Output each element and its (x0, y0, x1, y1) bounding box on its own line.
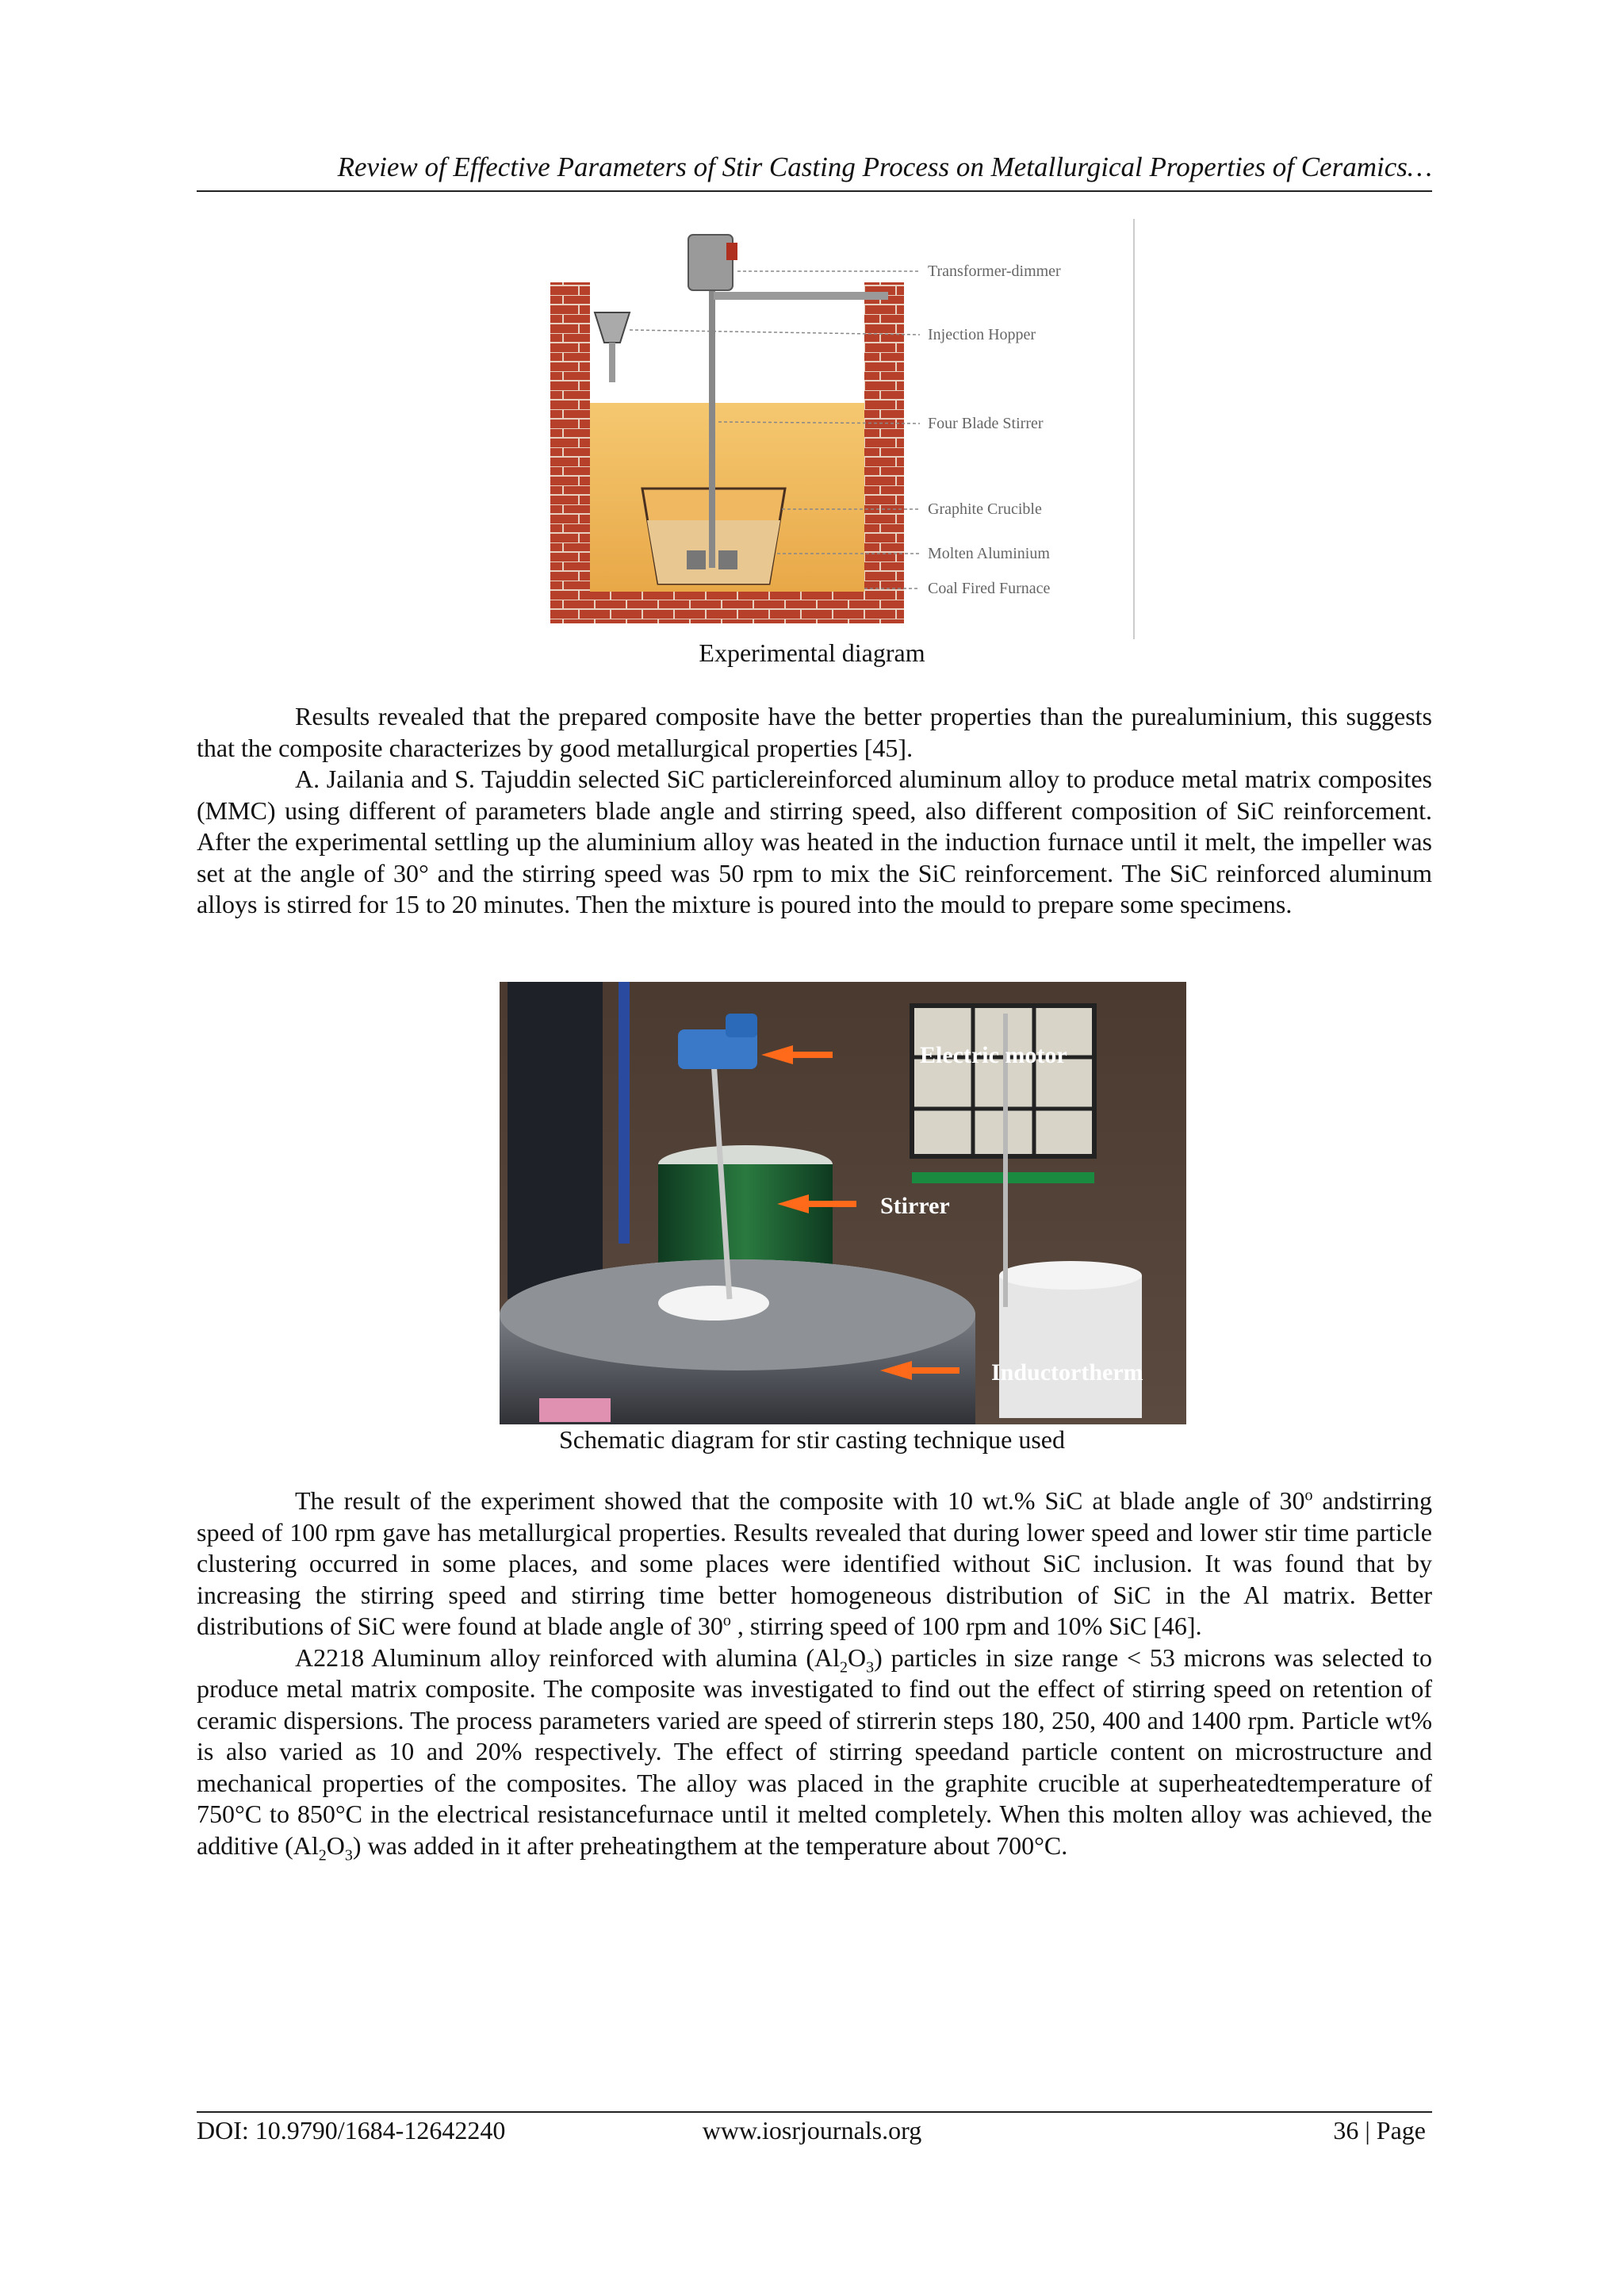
label-injection-hopper: Injection Hopper (928, 326, 1036, 343)
stir-casting-photo-figure (500, 982, 1186, 1424)
induction-sticker (539, 1398, 611, 1422)
motor-body (688, 235, 733, 290)
dark-column (508, 982, 603, 1299)
label-stirrer: Stirrer (880, 1193, 950, 1219)
motor-switch (726, 243, 737, 260)
hopper-tube (609, 343, 615, 382)
body-text-bottom (197, 1485, 1433, 1864)
figure2-caption: Schematic diagram for stir casting technique used (558, 1425, 1065, 1454)
label-electric-motor: Electric motor (920, 1042, 1067, 1068)
support-arm (714, 292, 888, 300)
label-transformer-dimmer: Transformer-dimmer (928, 263, 1061, 280)
stirrer-blade-right (718, 550, 737, 569)
left-brick-wall (550, 282, 590, 623)
blue-pipe (619, 982, 630, 1244)
footer-rule (197, 2111, 1432, 2113)
label-four-blade-stirrer: Four Blade Stirrer (928, 415, 1044, 432)
paragraph-4: A2218 Aluminum alloy reinforced with alumina $(Al_2O_3)$ particles in size range < 53 microns was selected to produce metal matrix composite. The composite was investigated to find out the effect of stirring speed on retention of ceramic dispersions. The process parameters varied are speed of stirrerin steps 180, 250, 400 and 1400 rpm. Particle wt% is also varied as 10 and 20% respectively. The effect of stirring speedand particle content on microstructure and mechanical properties of the composites. The alloy was placed in the graphite crucible at superheatedtemperature of 750°C to 850°C in the electrical resistancefurnace until it melted completely. When this molten alloy was achieved, the additive $(Al_2O_3)$ was added in it after preheatingthem at the temperature about 700°C. (197, 1642, 1433, 1864)
label-coal-fired-furnace: Coal Fired Furnace (928, 580, 1051, 597)
paragraph-3: The result of the experiment showed that the composite with 10 wt.% SiC at blade angle of 30$^o$ andstirring speed of 100 rpm gave has metallurgical properties. Results revealed that during lower speed and lower stir time particle clustering occurred in some places, and some places were identified without SiC inclusion. It was found that by increasing the stirring speed and stirring time better homogeneous distribution of SiC in the Al matrix. Better distributions of SiC were found at blade angle of 30$^o$ , stirring speed of 100 rpm and 10% SiC [46]. (197, 1486, 1433, 1640)
figure1-caption: Experimental diagram (699, 638, 925, 667)
paragraph-2: A. Jailania and S. Tajuddin selected SiC particlereinforced aluminum alloy to produce metal matrix composites (MMC) using different of parameters blade angle and stirring speed, also different composition of SiC reinforcement. After the experimental settling up the aluminium alloy was heated in the induction furnace until it melt, the impeller was set at the angle of 30° and the stirring speed was 50 rpm to mix the SiC reinforcement. The SiC reinforced aluminum alloys is stirred for 15 to 20 minutes. Then the mixture is poured into the mould to prepare some specimens. (197, 765, 1432, 918)
paragraph-1: Results revealed that the prepared composite have the better properties than the purealuminium, this suggests that the composite characterizes by good metallurgical properties [45]. (197, 702, 1432, 762)
running-header: Review of Effective Parameters of Stir Casting Process on Metallurgical Properties of Ceramics… (337, 151, 1432, 182)
footer-page-number: 36 | Page (1333, 2116, 1426, 2145)
body-text-top (197, 701, 1432, 921)
white-bucket (999, 1275, 1142, 1418)
furnace-opening (658, 1286, 769, 1320)
stirrer-blade-left (687, 550, 706, 569)
header-rule (197, 190, 1432, 192)
label-inductortherm: Inductortherm (991, 1359, 1143, 1386)
footer-doi: DOI: 10.9790/1684-12642240 (197, 2116, 506, 2145)
footer-website: www.iosrjournals.org (702, 2116, 922, 2145)
bottom-brick-wall (550, 592, 904, 623)
experimental-diagram-figure (547, 219, 1136, 639)
label-molten-aluminium: Molten Aluminium (928, 545, 1050, 562)
label-graphite-crucible: Graphite Crucible (928, 500, 1042, 518)
green-drum (658, 1164, 833, 1275)
